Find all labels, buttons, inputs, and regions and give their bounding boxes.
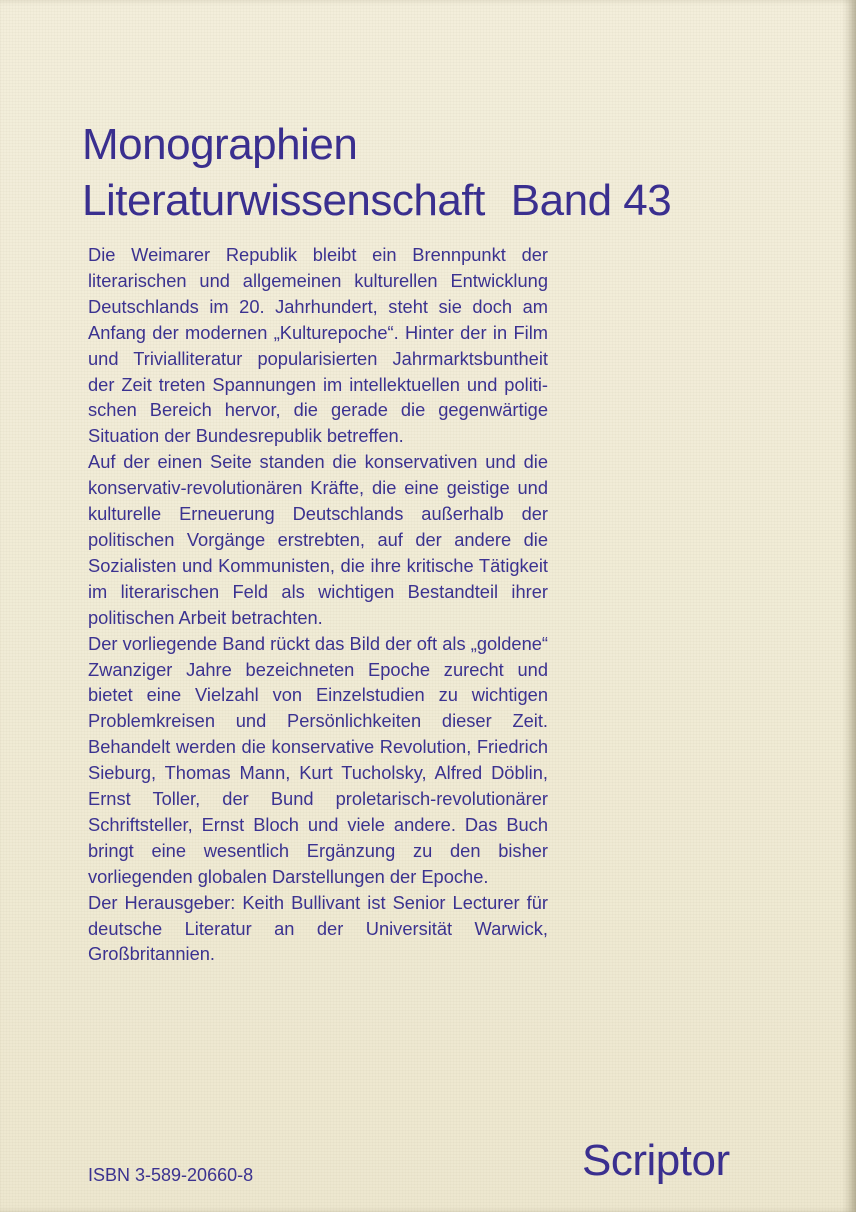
- blurb-paragraph-3: Der vorliegende Band rückt das Bild der oft als „goldene“ Zwanziger Jahre bezeichneten Epoche zurecht und bietet eine Vielzahl von Einzelstudien zu wichtigen Problemkreisen und Persönlichkeiten dieser Zeit. Behandelt werden die konservative Revolution, Friedrich Sieburg, Thomas Mann, Kurt Tucholsky, Alfred Döblin, Ernst Toller, der Bund proletarisch-revolutionärer Schriftsteller, Ernst Bloch und viele andere. Das Buch bringt eine wesentlich Ergänzung zu den bisher vorliegenden globalen Darstellungen der Epoche.: [88, 632, 548, 887]
- publisher-logo: Scriptor: [582, 1136, 730, 1185]
- volume-number: Band 43: [510, 176, 672, 226]
- blurb-paragraph-1: Die Weimarer Republik bleibt ein Brennpunkt der literarischen und allgemeinen kulturellen Entwicklung Deutschlands im 20. Jahrhundert, steht sie doch am Anfang der modernen „Kulturepoche“. Hinter der in Film und Trivialliteratur popularisierten Jahrmarktsbuntheit der Zeit treten Spannungen im intellektuellen und politischen Bereich hervor, die gerade die gegenwärtige Situation der Bundesrepublik betreffen.: [88, 244, 548, 447]
- blurb-text: [88, 242, 548, 967]
- series-title: [82, 117, 782, 229]
- editor-note: Der Herausgeber: Keith Bullivant ist Senior Lecturer für deutsche Literatur an der Universität Warwick, Großbritannien.: [88, 891, 548, 965]
- series-title-line-1: Monographien: [82, 120, 358, 170]
- blurb-paragraph-2: Auf der einen Seite standen die konservativen und die konservativ-revolutionären Kräfte, die eine geistige und kulturelle Erneuerung Deutschlands außerhalb der politischen Vorgänge erstrebten, auf der andere die Sozialisten und Kommunisten, die ihre kritische Tätigkeit im literarischen Feld als wichtigen Bestandteil ihrer politischen Arbeit betrachten.: [88, 451, 548, 628]
- series-title-line-2: [82, 173, 782, 229]
- isbn-number: ISBN 3-589-20660-8: [88, 1165, 254, 1185]
- series-name: Literaturwissenschaft: [82, 176, 485, 226]
